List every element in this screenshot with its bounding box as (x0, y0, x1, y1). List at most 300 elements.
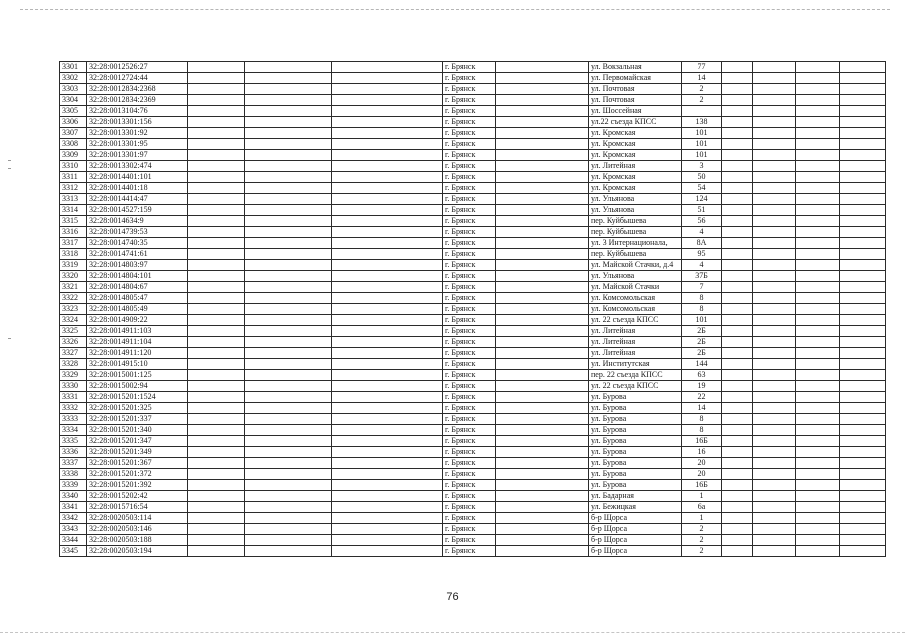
empty-cell (245, 128, 332, 139)
street-name: пер. Куйбышева (589, 249, 682, 260)
empty-cell (722, 546, 753, 557)
empty-cell (722, 172, 753, 183)
empty-cell (245, 139, 332, 150)
city-name: г. Брянск (443, 293, 496, 304)
empty-cell (332, 128, 443, 139)
empty-cell (496, 95, 589, 106)
empty-cell (796, 535, 840, 546)
empty-cell (245, 249, 332, 260)
row-number: 3302 (60, 73, 87, 84)
row-number: 3341 (60, 502, 87, 513)
empty-cell (496, 546, 589, 557)
empty-cell (840, 425, 886, 436)
empty-cell (722, 524, 753, 535)
street-name: ул. Бурова (589, 480, 682, 491)
house-number: 16 (682, 447, 722, 458)
empty-cell (332, 315, 443, 326)
cadastral-number: 32:28:0020503:194 (87, 546, 188, 557)
empty-cell (840, 304, 886, 315)
empty-cell (496, 84, 589, 95)
empty-cell (753, 194, 796, 205)
table-row (60, 117, 886, 128)
empty-cell (840, 491, 886, 502)
row-number: 3304 (60, 95, 87, 106)
cadastral-number: 32:28:0013302:474 (87, 161, 188, 172)
cadastral-number: 32:28:0014414:47 (87, 194, 188, 205)
street-name: ул. Первомайская (589, 73, 682, 84)
table-row (60, 227, 886, 238)
street-name: ул. Бадарная (589, 491, 682, 502)
empty-cell (188, 469, 245, 480)
city-name: г. Брянск (443, 326, 496, 337)
empty-cell (753, 161, 796, 172)
margin-mark (8, 160, 11, 161)
empty-cell (188, 414, 245, 425)
row-number: 3343 (60, 524, 87, 535)
house-number: 2 (682, 95, 722, 106)
house-number: 101 (682, 128, 722, 139)
table-row (60, 150, 886, 161)
row-number: 3328 (60, 359, 87, 370)
empty-cell (722, 392, 753, 403)
empty-cell (722, 458, 753, 469)
row-number: 3306 (60, 117, 87, 128)
empty-cell (188, 359, 245, 370)
empty-cell (753, 513, 796, 524)
street-name: ул. Бурова (589, 447, 682, 458)
empty-cell (332, 392, 443, 403)
empty-cell (722, 326, 753, 337)
cadastral-number: 32:28:0013301:156 (87, 117, 188, 128)
empty-cell (753, 359, 796, 370)
empty-cell (245, 216, 332, 227)
page-number: 76 (446, 591, 459, 603)
empty-cell (796, 337, 840, 348)
table-row (60, 95, 886, 106)
cadastral-number: 32:28:0020503:146 (87, 524, 188, 535)
empty-cell (332, 524, 443, 535)
empty-cell (332, 238, 443, 249)
house-number: 138 (682, 117, 722, 128)
empty-cell (245, 205, 332, 216)
empty-cell (332, 282, 443, 293)
row-number: 3337 (60, 458, 87, 469)
empty-cell (496, 172, 589, 183)
empty-cell (332, 271, 443, 282)
table-row (60, 447, 886, 458)
cadastral-number: 32:28:0014401:101 (87, 172, 188, 183)
empty-cell (496, 282, 589, 293)
empty-cell (332, 304, 443, 315)
empty-cell (722, 425, 753, 436)
margin-mark (8, 338, 11, 339)
empty-cell (332, 403, 443, 414)
city-name: г. Брянск (443, 513, 496, 524)
empty-cell (188, 227, 245, 238)
city-name: г. Брянск (443, 502, 496, 513)
cadastral-number: 32:28:0014634:9 (87, 216, 188, 227)
city-name: г. Брянск (443, 315, 496, 326)
cadastral-number: 32:28:0014804:67 (87, 282, 188, 293)
cadastral-number: 32:28:0015202:42 (87, 491, 188, 502)
empty-cell (840, 260, 886, 271)
empty-cell (796, 95, 840, 106)
city-name: г. Брянск (443, 546, 496, 557)
empty-cell (796, 84, 840, 95)
empty-cell (840, 359, 886, 370)
empty-cell (245, 348, 332, 359)
table-row (60, 282, 886, 293)
empty-cell (722, 249, 753, 260)
registry-table (59, 61, 886, 557)
house-number: 51 (682, 205, 722, 216)
house-number: 4 (682, 260, 722, 271)
table-row (60, 249, 886, 260)
empty-cell (840, 381, 886, 392)
empty-cell (796, 106, 840, 117)
city-name: г. Брянск (443, 447, 496, 458)
empty-cell (796, 227, 840, 238)
row-number: 3310 (60, 161, 87, 172)
empty-cell (245, 304, 332, 315)
empty-cell (840, 447, 886, 458)
row-number: 3324 (60, 315, 87, 326)
table-row (60, 469, 886, 480)
empty-cell (188, 238, 245, 249)
row-number: 3301 (60, 62, 87, 73)
cadastral-number: 32:28:0014527:159 (87, 205, 188, 216)
table-row (60, 458, 886, 469)
table-row (60, 216, 886, 227)
empty-cell (796, 359, 840, 370)
empty-cell (753, 150, 796, 161)
city-name: г. Брянск (443, 337, 496, 348)
empty-cell (840, 139, 886, 150)
empty-cell (753, 238, 796, 249)
empty-cell (332, 436, 443, 447)
city-name: г. Брянск (443, 128, 496, 139)
empty-cell (722, 216, 753, 227)
street-name: пер. 22 съезда КПСС (589, 370, 682, 381)
empty-cell (796, 513, 840, 524)
empty-cell (245, 436, 332, 447)
empty-cell (332, 117, 443, 128)
empty-cell (496, 227, 589, 238)
empty-cell (796, 216, 840, 227)
empty-cell (722, 150, 753, 161)
row-number: 3323 (60, 304, 87, 315)
table-row (60, 403, 886, 414)
empty-cell (496, 139, 589, 150)
street-name: ул. Ульянова (589, 194, 682, 205)
empty-cell (753, 271, 796, 282)
empty-cell (722, 95, 753, 106)
empty-cell (840, 73, 886, 84)
empty-cell (245, 370, 332, 381)
cadastral-number: 32:28:0012834:2368 (87, 84, 188, 95)
row-number: 3330 (60, 381, 87, 392)
empty-cell (188, 392, 245, 403)
empty-cell (188, 546, 245, 557)
empty-cell (188, 315, 245, 326)
city-name: г. Брянск (443, 106, 496, 117)
empty-cell (496, 128, 589, 139)
empty-cell (245, 480, 332, 491)
empty-cell (496, 216, 589, 227)
empty-cell (796, 546, 840, 557)
empty-cell (753, 304, 796, 315)
street-name: ул. Бурова (589, 403, 682, 414)
city-name: г. Брянск (443, 436, 496, 447)
empty-cell (722, 337, 753, 348)
empty-cell (722, 502, 753, 513)
empty-cell (245, 161, 332, 172)
empty-cell (722, 161, 753, 172)
empty-cell (188, 128, 245, 139)
table-row (60, 546, 886, 557)
city-name: г. Брянск (443, 491, 496, 502)
empty-cell (188, 326, 245, 337)
empty-cell (245, 403, 332, 414)
empty-cell (840, 216, 886, 227)
empty-cell (245, 326, 332, 337)
empty-cell (753, 425, 796, 436)
empty-cell (840, 502, 886, 513)
table-row (60, 425, 886, 436)
empty-cell (332, 95, 443, 106)
empty-cell (796, 293, 840, 304)
table-row (60, 491, 886, 502)
empty-cell (840, 392, 886, 403)
row-number: 3335 (60, 436, 87, 447)
empty-cell (796, 403, 840, 414)
empty-cell (496, 524, 589, 535)
table-row (60, 183, 886, 194)
empty-cell (840, 524, 886, 535)
cadastral-number: 32:28:0015201:325 (87, 403, 188, 414)
empty-cell (496, 348, 589, 359)
empty-cell (245, 95, 332, 106)
empty-cell (796, 315, 840, 326)
city-name: г. Брянск (443, 480, 496, 491)
street-name: ул. Шоссейная (589, 106, 682, 117)
row-number: 3327 (60, 348, 87, 359)
empty-cell (796, 425, 840, 436)
empty-cell (753, 436, 796, 447)
empty-cell (188, 62, 245, 73)
empty-cell (496, 62, 589, 73)
row-number: 3331 (60, 392, 87, 403)
registry-table-body (60, 62, 886, 557)
street-name: ул. 3 Интернационала, (589, 238, 682, 249)
street-name: ул. Майской Стачки, д.4 (589, 260, 682, 271)
cadastral-number: 32:28:0014909:22 (87, 315, 188, 326)
empty-cell (753, 370, 796, 381)
street-name: ул. Кромская (589, 183, 682, 194)
empty-cell (722, 304, 753, 315)
empty-cell (245, 62, 332, 73)
city-name: г. Брянск (443, 535, 496, 546)
house-number: 2Б (682, 326, 722, 337)
street-name: б-р Щорса (589, 524, 682, 535)
city-name: г. Брянск (443, 95, 496, 106)
table-row (60, 315, 886, 326)
empty-cell (496, 315, 589, 326)
street-name: ул. Литейная (589, 348, 682, 359)
row-number: 3333 (60, 414, 87, 425)
city-name: г. Брянск (443, 227, 496, 238)
cadastral-number: 32:28:0014740:35 (87, 238, 188, 249)
empty-cell (796, 491, 840, 502)
empty-cell (753, 458, 796, 469)
street-name: ул. Кромская (589, 128, 682, 139)
empty-cell (332, 447, 443, 458)
row-number: 3326 (60, 337, 87, 348)
cadastral-number: 32:28:0012724:44 (87, 73, 188, 84)
empty-cell (722, 271, 753, 282)
empty-cell (722, 73, 753, 84)
scan-edge-bottom (0, 632, 905, 633)
empty-cell (496, 249, 589, 260)
empty-cell (753, 139, 796, 150)
empty-cell (840, 172, 886, 183)
empty-cell (245, 260, 332, 271)
empty-cell (840, 535, 886, 546)
table-row (60, 293, 886, 304)
cadastral-number: 32:28:0020503:188 (87, 535, 188, 546)
empty-cell (796, 502, 840, 513)
empty-cell (722, 381, 753, 392)
street-name: ул. Литейная (589, 337, 682, 348)
empty-cell (796, 172, 840, 183)
empty-cell (796, 260, 840, 271)
cadastral-number: 32:28:0014739:53 (87, 227, 188, 238)
house-number: 50 (682, 172, 722, 183)
table-row (60, 524, 886, 535)
empty-cell (332, 183, 443, 194)
empty-cell (753, 95, 796, 106)
empty-cell (840, 546, 886, 557)
cadastral-number: 32:28:0015201:347 (87, 436, 188, 447)
cadastral-number: 32:28:0012834:2369 (87, 95, 188, 106)
empty-cell (496, 205, 589, 216)
empty-cell (188, 425, 245, 436)
table-row (60, 260, 886, 271)
empty-cell (796, 194, 840, 205)
empty-cell (245, 84, 332, 95)
empty-cell (188, 183, 245, 194)
empty-cell (796, 436, 840, 447)
street-name: ул. Кромская (589, 139, 682, 150)
row-number: 3332 (60, 403, 87, 414)
empty-cell (796, 271, 840, 282)
empty-cell (245, 271, 332, 282)
row-number: 3325 (60, 326, 87, 337)
cadastral-number: 32:28:0014915:10 (87, 359, 188, 370)
empty-cell (496, 194, 589, 205)
street-name: ул. Комсомольская (589, 293, 682, 304)
city-name: г. Брянск (443, 161, 496, 172)
table-row (60, 271, 886, 282)
house-number: 63 (682, 370, 722, 381)
empty-cell (332, 546, 443, 557)
street-name: ул. Майской Стачки (589, 282, 682, 293)
table-row (60, 370, 886, 381)
house-number: 16Б (682, 480, 722, 491)
empty-cell (188, 348, 245, 359)
row-number: 3319 (60, 260, 87, 271)
street-name: ул. 22 съезда КПСС (589, 315, 682, 326)
empty-cell (332, 216, 443, 227)
house-number: 14 (682, 403, 722, 414)
empty-cell (332, 381, 443, 392)
street-name: ул. Кромская (589, 172, 682, 183)
empty-cell (753, 491, 796, 502)
house-number: 8 (682, 293, 722, 304)
empty-cell (496, 117, 589, 128)
empty-cell (245, 282, 332, 293)
empty-cell (245, 227, 332, 238)
empty-cell (840, 117, 886, 128)
table-row (60, 502, 886, 513)
empty-cell (188, 216, 245, 227)
empty-cell (722, 183, 753, 194)
row-number: 3311 (60, 172, 87, 183)
house-number: 7 (682, 282, 722, 293)
house-number: 95 (682, 249, 722, 260)
empty-cell (332, 227, 443, 238)
table-row (60, 304, 886, 315)
empty-cell (496, 304, 589, 315)
empty-cell (245, 469, 332, 480)
empty-cell (245, 458, 332, 469)
empty-cell (722, 139, 753, 150)
empty-cell (753, 282, 796, 293)
empty-cell (332, 293, 443, 304)
empty-cell (722, 282, 753, 293)
table-row (60, 348, 886, 359)
empty-cell (753, 249, 796, 260)
empty-cell (796, 161, 840, 172)
empty-cell (753, 128, 796, 139)
row-number: 3318 (60, 249, 87, 260)
house-number: 4 (682, 227, 722, 238)
city-name: г. Брянск (443, 238, 496, 249)
empty-cell (722, 447, 753, 458)
street-name: б-р Щорса (589, 546, 682, 557)
empty-cell (722, 403, 753, 414)
empty-cell (796, 205, 840, 216)
street-name: б-р Щорса (589, 513, 682, 524)
empty-cell (753, 62, 796, 73)
empty-cell (496, 458, 589, 469)
empty-cell (796, 117, 840, 128)
empty-cell (753, 106, 796, 117)
city-name: г. Брянск (443, 469, 496, 480)
city-name: г. Брянск (443, 425, 496, 436)
empty-cell (332, 73, 443, 84)
empty-cell (722, 315, 753, 326)
empty-cell (753, 535, 796, 546)
table-row (60, 513, 886, 524)
empty-cell (840, 282, 886, 293)
city-name: г. Брянск (443, 524, 496, 535)
cadastral-number: 32:28:0015201:372 (87, 469, 188, 480)
cadastral-number: 32:28:0013301:95 (87, 139, 188, 150)
margin-mark (8, 168, 11, 169)
empty-cell (188, 513, 245, 524)
empty-cell (722, 62, 753, 73)
